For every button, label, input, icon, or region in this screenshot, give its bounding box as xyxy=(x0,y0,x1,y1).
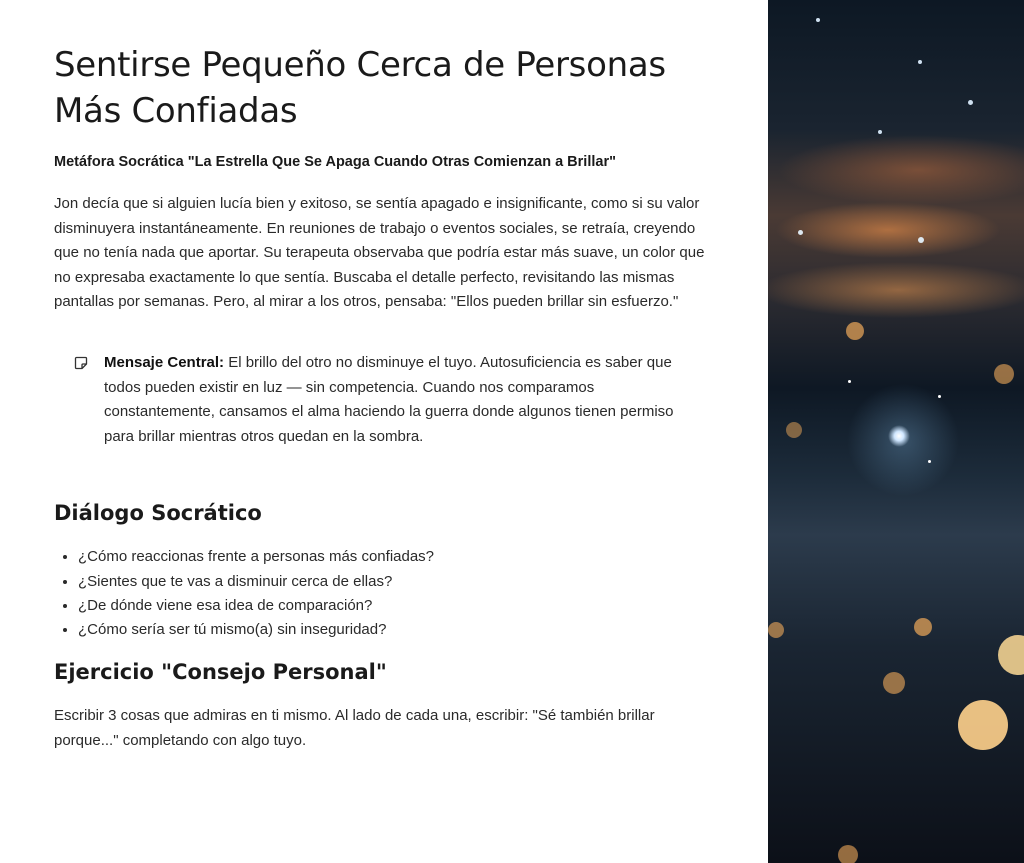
callout-text: El brillo del otro no disminuye el tuyo. Autosuficiencia es saber que todos pueden existir en luz — sin competencia. Cuando nos comparamos constantemente, cansamos el alma haciendo la guerra donde algunos tienen permiso para brillar mientras otros quedan en la sombra. xyxy=(104,353,674,445)
note-icon xyxy=(74,351,104,449)
exercise-text: Escribir 3 cosas que admiras en ti mismo. Al lado de cada una, escribir: "Sé también brillar porque..." completando con algo tuyo. xyxy=(54,707,655,749)
central-message-callout xyxy=(74,351,719,449)
page-title: Sentirse Pequeño Cerca de Personas Más Confiadas xyxy=(54,45,666,131)
story-paragraph: Jon decía que si alguien lucía bien y exitoso, se sentía apagado e insignificante, como si su valor disminuyera instantáneamente. En reuniones de trabajo o eventos sociales, se retraía, creyendo que no tenía nada que aportar. Su terapeuta observaba que podría estar más suave, un color que no expresaba exactamente lo que sentía. Buscaba el detalle perfecto, revisitando las mismas pantallas por semanas. Pero, al mirar a los otros, pensaba: "Ellos pueden brillar sin esfuerzo." xyxy=(54,195,705,311)
callout-label: Mensaje Central: xyxy=(104,353,225,371)
list-item: • ¿De dónde viene esa idea de comparación? xyxy=(78,594,719,618)
list-item: • ¿Cómo reaccionas frente a personas más confiadas? xyxy=(78,545,719,569)
list-item: • ¿Sientes que te vas a disminuir cerca de ellas? xyxy=(78,570,719,594)
exercise-heading: Ejercicio "Consejo Personal" xyxy=(54,660,387,685)
starfield-image xyxy=(768,0,1024,863)
question-list xyxy=(54,545,719,642)
list-item: • ¿Cómo sería ser tú mismo(a) sin inseguridad? xyxy=(78,618,719,642)
metaphor-subtitle: Metáfora Socrática "La Estrella Que Se Apaga Cuando Otras Comienzan a Brillar" xyxy=(54,154,616,170)
article xyxy=(54,42,719,753)
dialogue-heading: Diálogo Socrático xyxy=(54,501,262,526)
